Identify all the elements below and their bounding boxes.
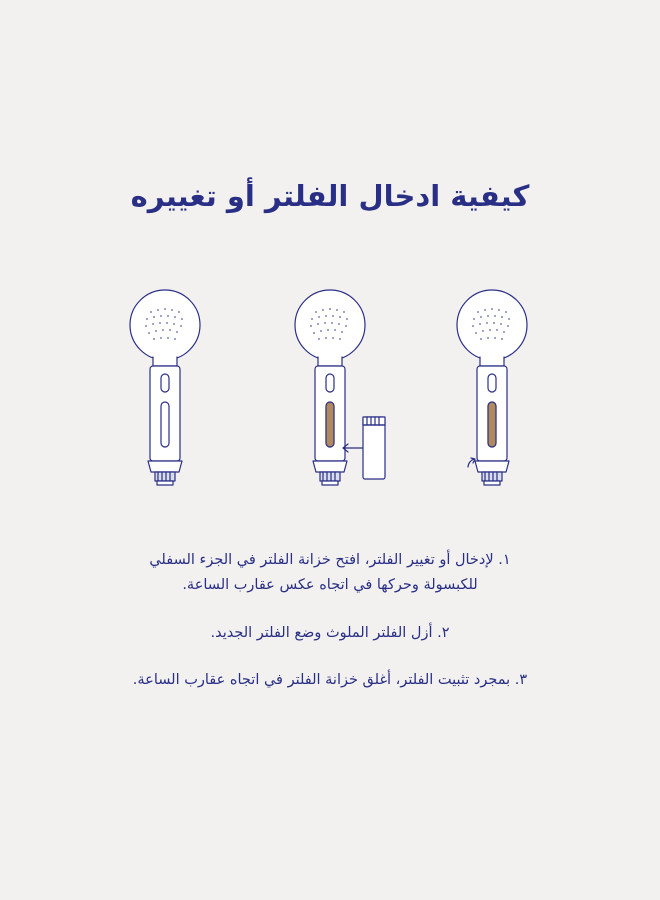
figure-shower-head-open-with-cartridge [295, 290, 385, 485]
figure-shower-head-closed [130, 290, 200, 485]
filter-cartridge-detached [343, 417, 385, 479]
instruction-step-3: ٣. بمجرد تثبيت الفلتر، أغلق خزانة الفلتر في اتجاه عقارب الساعة. [132, 672, 528, 689]
instructions-list [0, 548, 660, 694]
instruction-step-2: ٢. أزل الفلتر الملوث وضع الفلتر الجديد. [210, 624, 450, 641]
rotate-clockwise-icon [468, 458, 475, 467]
instruction-step-1: ١. لإدخال أو تغيير الفلتر، افتح خزانة الفلتر في الجزء السفلي للكبسولة وحركها في اتجاه عكس عقارب الساعة. [149, 552, 511, 594]
diagram-illustrations [0, 262, 660, 512]
shower-heads-diagram [0, 262, 660, 512]
figure-shower-head-filter-installed [457, 290, 527, 485]
page-title: كيفية ادخال الفلتر أو تغييره [130, 179, 530, 214]
